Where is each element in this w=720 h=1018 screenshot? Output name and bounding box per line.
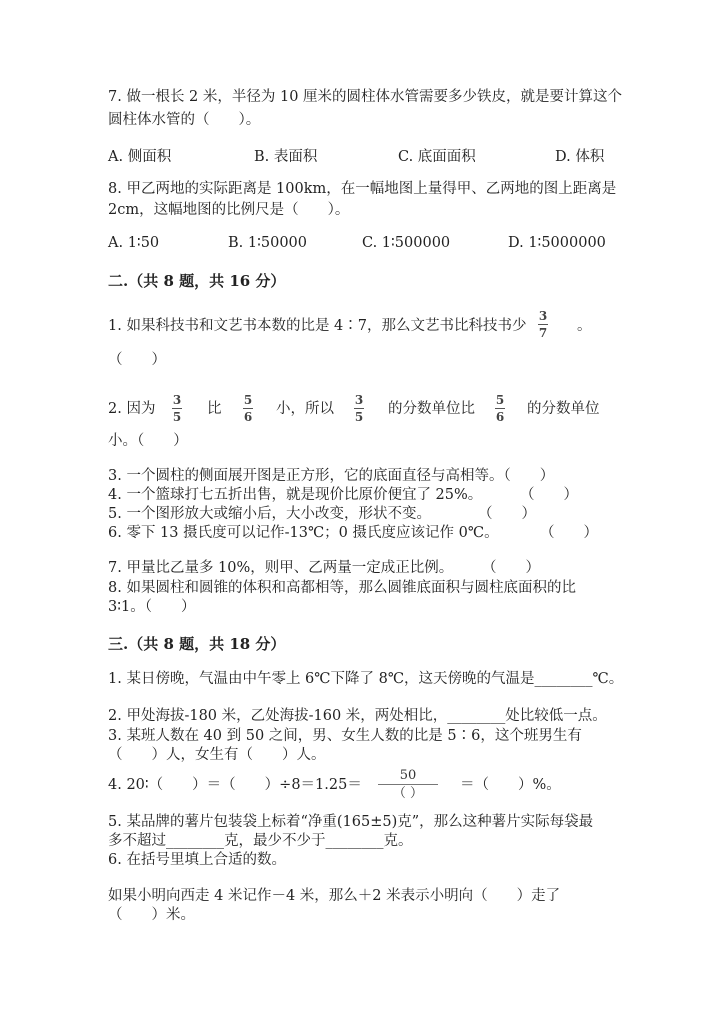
s2-q2-part-a: 2. 因为 <box>108 401 156 417</box>
q7-line-2: 圆柱体水管的（ ）。 <box>108 112 261 128</box>
fraction-numerator: 5 <box>495 393 505 407</box>
fraction-bar <box>495 408 505 409</box>
q7-option-d: D. 体积 <box>555 149 605 165</box>
fraction-denominator: 6 <box>243 410 253 424</box>
s3-q6-line-2: （ ）米。 <box>108 907 195 923</box>
fraction-numerator: 5 <box>243 393 253 407</box>
fraction-denominator: 7 <box>538 326 548 340</box>
fraction-denominator: 5 <box>354 410 364 424</box>
s3-q4-right: ＝（ ）%。 <box>460 777 561 793</box>
s3-q5-line-1: 5. 某品牌的薯片包装袋上标着“净重(165±5)克”，那么这种薯片实际每袋最 <box>108 814 594 830</box>
fraction-denominator: 6 <box>495 410 505 424</box>
q8-option-d: D. 1∶5000000 <box>508 235 606 251</box>
q8-line-2: 2cm，这幅地图的比例尺是（ ）。 <box>108 202 350 218</box>
s2-q5: 5. 一个图形放大或缩小后，大小改变，形状不变。 <box>108 506 431 522</box>
s3-q4-left: 4. 20∶（ ）＝（ ）÷8＝1.25＝ <box>108 777 362 793</box>
q7-option-b: B. 表面积 <box>254 149 318 165</box>
s2-q1-text: 1. 如果科技书和文艺书本数的比是 4∶7，那么文艺书比科技书少 <box>108 318 527 334</box>
fraction-bar <box>354 408 364 409</box>
s2-q2-part-b: 比 <box>207 401 222 417</box>
s2-q2-part-e: 的分数单位 <box>527 401 600 417</box>
s3-q3-line-1: 3. 某班人数在 40 到 50 之间，男、女生人数的比是 5∶6，这个班男生有 <box>108 728 582 744</box>
s3-q3-line-2: （ ）人，女生有（ ）人。 <box>108 747 326 763</box>
s2-q2-part-c: 小，所以 <box>276 401 334 417</box>
s2-q2-fraction-2 <box>243 393 253 424</box>
q7-option-a: A. 侧面积 <box>108 149 172 165</box>
s2-q2-fraction-4 <box>495 393 505 424</box>
fraction-numerator: 50 <box>399 768 417 783</box>
q7-line-1: 7. 做一根长 2 米，半径为 10 厘米的圆柱体水管需要多少铁皮，就是要计算这个 <box>108 89 623 105</box>
q7-option-c: C. 底面面积 <box>398 149 476 165</box>
s2-q1-end: 。 <box>577 318 592 334</box>
q8-option-a: A. 1∶50 <box>108 235 160 251</box>
s2-q8-line-2: 3∶1。（ ） <box>108 599 196 615</box>
fraction-bar <box>538 324 548 325</box>
fraction-bar <box>172 408 182 409</box>
s2-q7-answer-paren: （ ） <box>482 560 540 576</box>
s3-q6: 6. 在括号里填上合适的数。 <box>108 852 286 868</box>
s2-q2-fraction-3 <box>354 393 364 424</box>
s2-q7: 7. 甲量比乙量多 10%，则甲、乙两量一定成正比例。 <box>108 560 454 576</box>
section-2-heading: 二.（共 8 题，共 16 分） <box>108 272 286 290</box>
s2-q2-line-2: 小。（ ） <box>108 433 188 449</box>
fraction-numerator: 3 <box>538 309 548 323</box>
fraction-denominator: （ ） <box>392 786 424 801</box>
s2-q4-answer-paren: （ ） <box>520 487 578 503</box>
fraction-numerator: 3 <box>172 393 182 407</box>
fraction-bar <box>243 408 253 409</box>
fraction-denominator: 5 <box>172 410 182 424</box>
fraction-numerator: 3 <box>354 393 364 407</box>
s2-q2-fraction-1 <box>172 393 182 424</box>
fraction-bar <box>378 784 438 785</box>
s2-q6-answer-paren: （ ） <box>540 525 598 541</box>
s2-q1-answer-paren: （ ） <box>108 352 166 368</box>
s3-q6-line-1: 如果小明向西走 4 米记作－4 米，那么＋2 米表示小明向（ ）走了 <box>108 888 561 904</box>
s3-q5-line-2: 多不超过________克，最少不少于________克。 <box>108 833 413 849</box>
s3-q2: 2. 甲处海拔-180 米，乙处海拔-160 米，两处相比，________处比较低一点。 <box>108 708 607 724</box>
s2-q6: 6. 零下 13 摄氏度可以记作-13℃；0 摄氏度应该记作 0℃。 <box>108 525 499 541</box>
s2-q5-answer-paren: （ ） <box>478 506 536 522</box>
s3-q4-fraction <box>378 768 438 801</box>
q8-option-c: C. 1∶500000 <box>362 235 451 251</box>
q8-line-1: 8. 甲乙两地的实际距离是 100km，在一幅地图上量得甲、乙两地的图上距离是 <box>108 181 617 197</box>
section-3-heading: 三.（共 8 题，共 18 分） <box>108 635 286 653</box>
s2-q3: 3. 一个圆柱的侧面展开图是正方形，它的底面直径与高相等。（ ） <box>108 468 555 484</box>
q8-option-b: B. 1∶50000 <box>228 235 307 251</box>
s2-q2-part-d: 的分数单位比 <box>388 401 475 417</box>
s2-q1-fraction <box>538 309 548 340</box>
s3-q1: 1. 某日傍晚，气温由中午零上 6℃下降了 8℃，这天傍晚的气温是________℃。 <box>108 671 624 687</box>
s2-q4: 4. 一个篮球打七五折出售，就是现价比原价便宜了 25%。 <box>108 487 483 503</box>
s2-q8-line-1: 8. 如果圆柱和圆锥的体积和高都相等，那么圆锥底面积与圆柱底面积的比 <box>108 580 576 596</box>
